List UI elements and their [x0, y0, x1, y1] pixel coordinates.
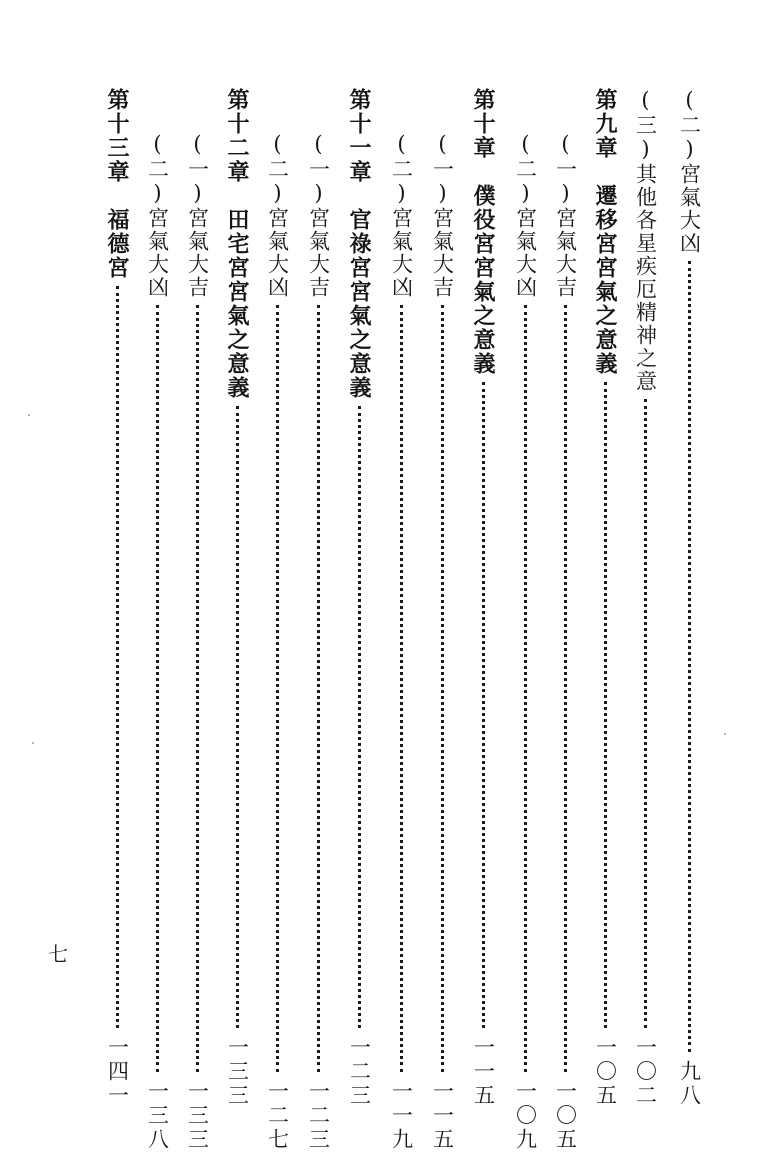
toc-entry-title: (一)宮氣大吉: [553, 132, 578, 299]
toc-entry: [425, 132, 459, 1152]
toc-entry-title: (三)其他各星疾厄精神之意: [633, 88, 658, 393]
toc-entry: [180, 132, 214, 1152]
toc-entry-title: (二)宮氣大凶: [145, 132, 170, 299]
toc-chapter-title: 第十章 僕役宮宮氣之意義: [470, 88, 496, 376]
scan-speck: [32, 742, 34, 744]
toc-chapter-title: 第十二章 田宅宮宮氣之意義: [224, 88, 250, 400]
dot-leader: [482, 382, 485, 1028]
toc-entry-page: 一四一: [105, 1036, 130, 1108]
dot-leader: [276, 305, 279, 1072]
dot-leader: [156, 305, 159, 1072]
toc-entry-title: (二)宮氣大凶: [513, 132, 538, 299]
toc-chapter-entry: [466, 88, 500, 1108]
folio-page-number: 七: [48, 942, 68, 966]
toc-chapter-entry: [588, 88, 622, 1108]
toc-entry: [508, 132, 542, 1152]
dot-leader: [358, 406, 361, 1028]
toc-chapter-title: 第十一章 官祿宮宮氣之意義: [346, 88, 372, 400]
dot-leader: [116, 286, 119, 1028]
toc-entry: [548, 132, 582, 1152]
toc-entry: [301, 132, 335, 1152]
toc-chapter-title: 第十三章 福德宮: [104, 88, 130, 280]
toc-entry: [672, 88, 706, 1108]
toc-entry-page: 一一五: [430, 1080, 455, 1152]
toc-entry-page: 一二三: [347, 1036, 372, 1108]
dot-leader: [564, 305, 567, 1072]
dot-leader: [524, 305, 527, 1072]
toc-entry: [628, 88, 662, 1108]
toc-entry-page: 一〇九: [513, 1080, 538, 1152]
toc-chapter-entry: [342, 88, 376, 1108]
toc-entry-title: (一)宮氣大吉: [306, 132, 331, 299]
toc-chapter-entry: [100, 88, 134, 1108]
toc-entry-page: 一一五: [471, 1036, 496, 1108]
scan-speck: [28, 414, 30, 416]
toc-entry: [140, 132, 174, 1152]
toc-entry-title: (二)宮氣大凶: [677, 88, 702, 255]
toc-entry-title: (二)宮氣大凶: [265, 132, 290, 299]
toc-entry-page: 一二三: [306, 1080, 331, 1152]
dot-leader: [604, 382, 607, 1028]
toc-entry-page: 一一九: [389, 1080, 414, 1152]
scan-speck: [724, 733, 726, 735]
dot-leader: [400, 305, 403, 1072]
toc-entry-title: (一)宮氣大吉: [185, 132, 210, 299]
toc-entry-page: 一二七: [265, 1080, 290, 1152]
toc-chapter-title: 第九章 遷移宮宮氣之意義: [592, 88, 618, 376]
dot-leader: [644, 399, 647, 1028]
toc-entry-page: 一三三: [225, 1036, 250, 1108]
dot-leader: [317, 305, 320, 1072]
dot-leader: [196, 305, 199, 1072]
dot-leader: [236, 406, 239, 1028]
dot-leader: [688, 261, 691, 1052]
toc-entry: [260, 132, 294, 1152]
toc-chapter-entry: [220, 88, 254, 1108]
toc-entry: [384, 132, 418, 1152]
toc-entry-page: 一〇五: [593, 1036, 618, 1108]
toc-entry-page: 一〇五: [553, 1080, 578, 1152]
toc-entry-title: (一)宮氣大吉: [430, 132, 455, 299]
toc-entry-page: 一三八: [145, 1080, 170, 1152]
toc-entry-title: (二)宮氣大凶: [389, 132, 414, 299]
dot-leader: [441, 305, 444, 1072]
toc-entry-page: 一〇二: [633, 1036, 658, 1108]
toc-entry-page: 九八: [677, 1060, 702, 1108]
toc-entry-page: 一三三: [185, 1080, 210, 1152]
